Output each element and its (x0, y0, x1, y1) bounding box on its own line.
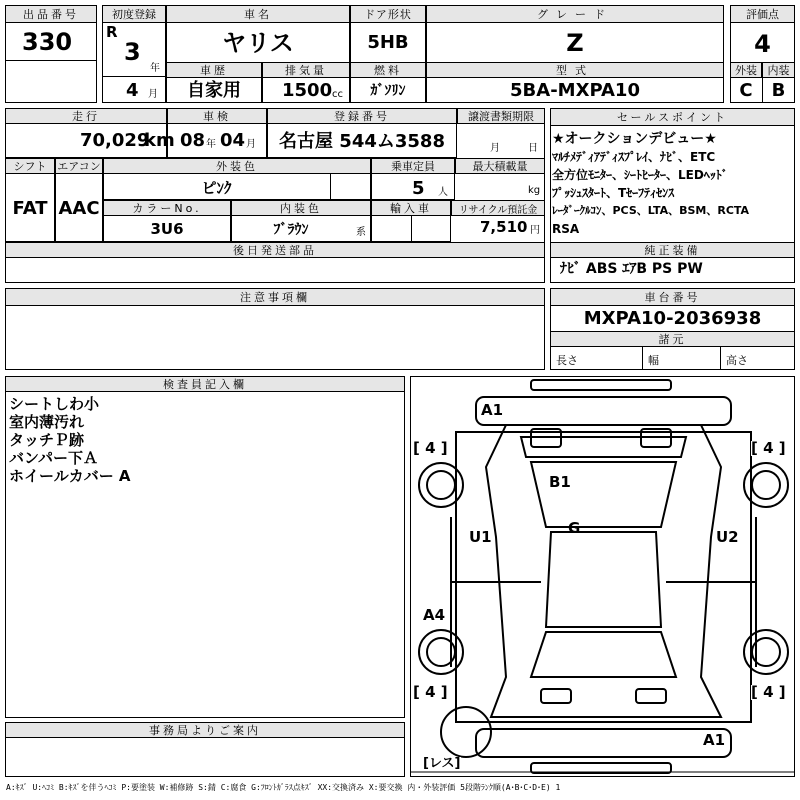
sales-point-line: ﾏﾙﾁﾒﾃﾞｨｱﾃﾞｨｽﾌﾟﾚｲ、ﾅﾋﾞ、ETC (552, 150, 716, 164)
notes-label: 注意事項欄 (5, 288, 545, 306)
int-color: ﾌﾞﾗｳﾝ (273, 222, 309, 238)
later-parts-label: 後日発送部品 (5, 242, 545, 258)
tire-front-right: [ 4 ] (751, 439, 786, 457)
grade-label: グレード (426, 5, 724, 23)
length-label: 長さ (556, 354, 578, 367)
transfer-month-unit: 月 (490, 143, 500, 154)
ext-color-label: 外装色 (103, 158, 371, 174)
car-name: ヤリス (222, 29, 294, 57)
ac: AAC (58, 198, 100, 219)
recycle: 7,510 (480, 218, 528, 236)
recycle-unit: 円 (530, 225, 540, 236)
exterior-label: 外装 (730, 62, 762, 78)
reg-no: 名古屋 544ム3588 (279, 131, 445, 152)
inspector-remark: ホイールカバー A (9, 467, 131, 485)
mileage-unit: km (144, 130, 175, 151)
damage-u2: U2 (716, 528, 739, 546)
tire-rear-right: [ 4 ] (751, 683, 786, 701)
damage-b1: B1 (549, 473, 571, 491)
tire-rear-left: [ 4 ] (413, 683, 448, 701)
damage-u1: U1 (469, 528, 492, 546)
inspection-month: 04 (220, 130, 246, 151)
capacity-label: 乗車定員 (371, 158, 455, 174)
grade: Z (566, 29, 584, 57)
sales-point-line: ﾚｰﾀﾞｰｸﾙｺﾝ、PCS、LTA、BSM、RCTA (552, 204, 750, 217)
year-unit: 年 (150, 63, 160, 74)
interior-label: 内装 (762, 62, 795, 78)
spare-tire: [レス] (423, 756, 461, 771)
month-unit: 月 (148, 89, 158, 100)
color-no-label: カラーNo. (103, 200, 231, 216)
height-label: 高さ (726, 354, 748, 367)
era: R (106, 23, 118, 41)
inspection-month-unit: 月 (246, 139, 256, 150)
history: 自家用 (187, 80, 241, 101)
score: 4 (754, 30, 771, 58)
reg-year: 3 (124, 38, 141, 66)
reg-month: 4 (126, 80, 139, 101)
damage-diagram (410, 376, 795, 777)
capacity: 5 (412, 178, 425, 199)
interior-grade: B (771, 80, 786, 101)
mileage: 70,029 (80, 130, 150, 151)
ext-color: ピﾝｸ (201, 178, 232, 197)
office-label: 事務局よりご案内 (5, 722, 405, 738)
import-label: 輸入車 (371, 200, 451, 216)
score-label: 評価点 (730, 5, 795, 23)
model: 5BA-MXPA10 (510, 80, 640, 101)
equipment: ﾅﾋﾞ ABS ｴｱB PS PW (560, 261, 703, 277)
inspector-remark: シートしわ小 (9, 395, 100, 413)
mileage-label: 走行 (5, 108, 167, 124)
capacity-unit: 人 (438, 187, 448, 198)
load-unit: kg (528, 185, 541, 196)
width-label: 幅 (648, 354, 659, 367)
displacement: 1500 (282, 80, 333, 101)
damage-a4: A4 (423, 606, 446, 624)
door-label: ドア形状 (350, 5, 426, 23)
car-diagram-svg (411, 377, 794, 776)
int-color-unit: 系 (356, 227, 366, 238)
shift: FAT (12, 198, 48, 219)
reg-no-label: 登録番号 (267, 108, 457, 124)
color-no: 3U6 (150, 219, 184, 238)
chassis-label: 車台番号 (550, 288, 795, 306)
sales-point-line: RSA (552, 222, 580, 236)
lot-divider (5, 60, 97, 61)
inspector-remark: バンパー下Ａ (9, 449, 98, 467)
first-reg-label: 初度登録 (102, 5, 166, 23)
car-name-label: 車名 (166, 5, 350, 23)
shift-label: シフト (5, 158, 55, 174)
damage-g: G (568, 519, 581, 537)
displacement-unit: cc (332, 89, 343, 100)
load-label: 最大積載量 (455, 158, 545, 174)
transfer-label: 譲渡書類期限 (457, 108, 545, 124)
damage-a1-front: A1 (481, 401, 504, 419)
equipment-label: 純正装備 (550, 242, 795, 258)
model-label: 型式 (426, 62, 724, 78)
chassis-number: MXPA10-2036938 (583, 308, 762, 329)
inspector-remark: 室内薄汚れ (9, 413, 85, 431)
inspector-remark: タッチＰ跡 (9, 431, 85, 449)
fuel-label: 燃料 (350, 62, 426, 78)
sales-point-line: ﾌﾟｯｼｭｽﾀｰﾄ、Tｾｰﾌﾃｨｾﾝｽ (552, 186, 675, 200)
int-color-label: 内装色 (231, 200, 371, 216)
lot-number: 330 (22, 28, 73, 56)
legend: A:ｷｽﾞ U:ﾍｺﾐ B:ｷｽﾞを伴うﾍｺﾐ P:要塗装 W:補修跡 S:錆 C:腐食 G:ﾌﾛﾝﾄｶﾞﾗｽ点ｷｽﾞ XX:交換済み X:要交換 内・外装評価 5段階ﾗﾝｸ順(A･B･C･D･E) 1 (6, 783, 561, 792)
door-type: 5HB (367, 32, 409, 53)
inspection-label: 車検 (167, 108, 267, 124)
sales-point-line: ★オークションデビュー★ (552, 131, 717, 147)
inspector-label: 検査員記入欄 (5, 376, 405, 392)
sales-point-line: 全方位ﾓﾆﾀｰ、ｼｰﾄﾋｰﾀｰ、LEDﾍｯﾄﾞ (552, 168, 728, 182)
sales-points-text (552, 130, 794, 238)
spec-label: 諸元 (550, 331, 795, 347)
displacement-label: 排気量 (262, 62, 350, 78)
inspection-year-unit: 年 (206, 139, 216, 150)
fuel: ｶﾞｿﾘﾝ (370, 83, 406, 99)
exterior-grade: C (739, 80, 753, 101)
transfer-day-unit: 日 (528, 143, 538, 154)
ac-label: エアコン (55, 158, 103, 174)
damage-a1-rear: A1 (703, 731, 726, 749)
history-label: 車歴 (166, 62, 262, 78)
lot-label: 出品番号 (5, 5, 97, 23)
recycle-label: リサイクル預託金 (451, 200, 545, 216)
inspection-year: 08 (180, 130, 206, 151)
tire-front-left: [ 4 ] (413, 439, 448, 457)
sales-points-label: セールスポイント (550, 108, 795, 126)
